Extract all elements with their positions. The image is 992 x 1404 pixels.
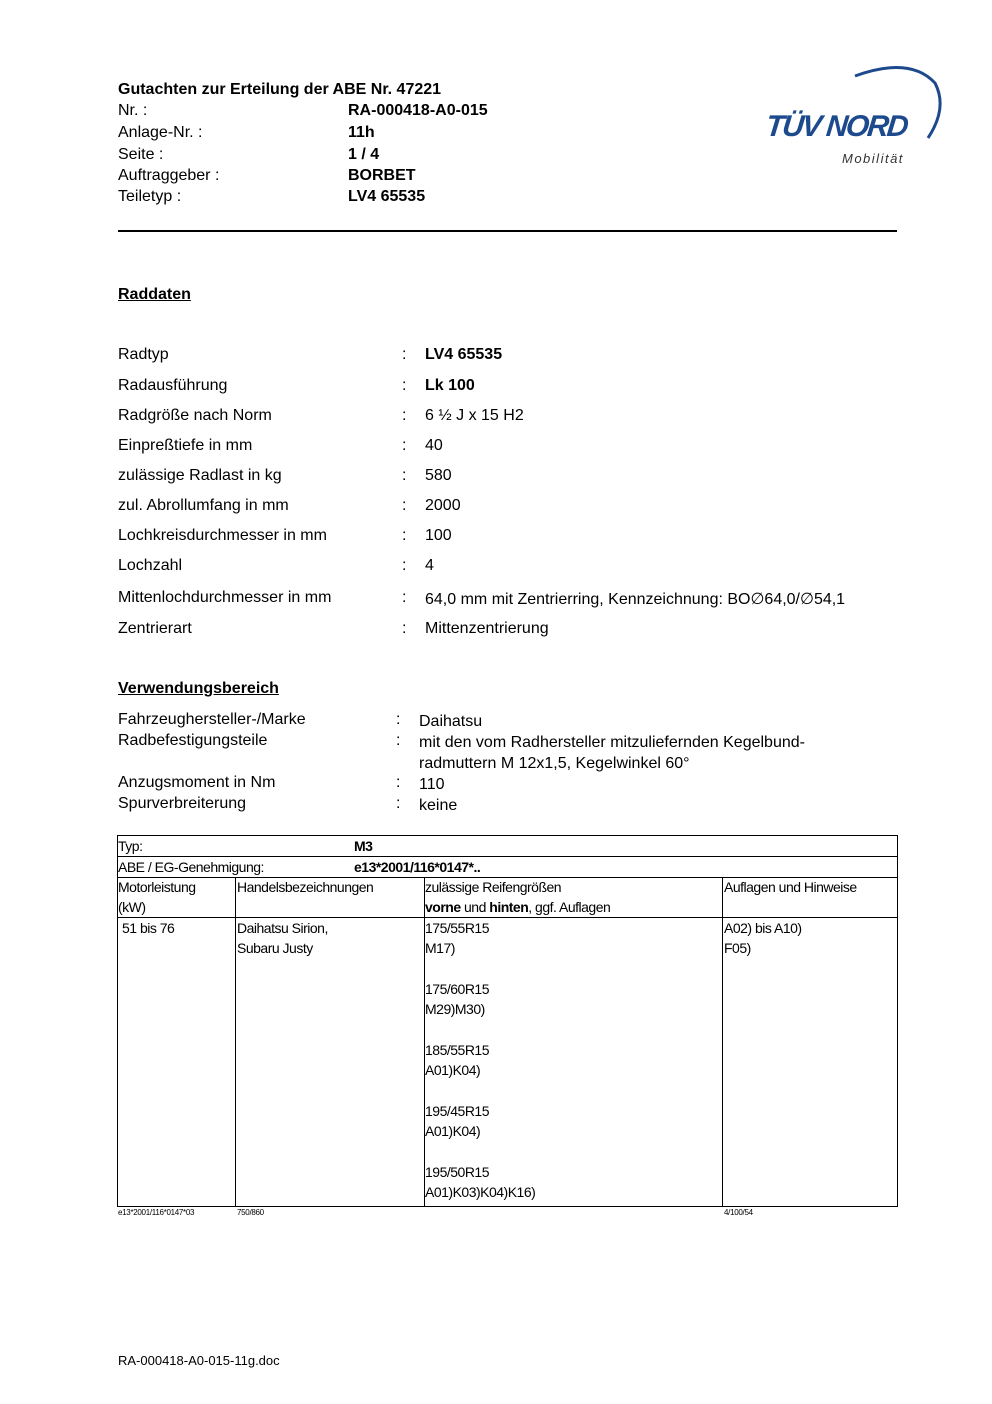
verwendung-label: Anzugsmoment in Nm [118, 774, 276, 791]
raddaten-label: Lochzahl [118, 557, 183, 574]
raddaten-value: 100 [425, 527, 452, 544]
header-hinten: hinten [489, 899, 529, 915]
header-divider [118, 230, 897, 232]
header-row-auftraggeber [118, 167, 618, 188]
header-value: RA-000418-A0-015 [348, 102, 488, 119]
verwendung-label: Radbefestigungsteile [118, 732, 268, 749]
header-und: und [460, 899, 490, 915]
raddaten-value: 4 [425, 557, 434, 574]
raddaten-label: Mittenlochdurchmesser in mm [118, 589, 332, 606]
colon: : [402, 377, 407, 394]
logo-subtitle: Mobilität [842, 151, 904, 166]
colon: : [402, 346, 407, 363]
raddaten-label: zul. Abrollumfang in mm [118, 497, 289, 514]
col-header-reifen [425, 877, 610, 917]
verwendung-value: 110 [419, 776, 445, 793]
colon: : [402, 467, 407, 484]
cell-auflagen [724, 918, 802, 958]
raddaten-value: 64,0 mm mit Zentrierring, Kennzeichnung: BO∅64,0/∅54,1 [425, 591, 846, 608]
header-value: 11h [348, 124, 375, 141]
document-title: Gutachten zur Erteilung der ABE Nr. 47221 [118, 81, 442, 98]
reifen-size: 195/45R15 [425, 1103, 490, 1119]
section-heading-verwendungsbereich: Verwendungsbereich [118, 680, 279, 697]
header-auflagen-suffix: , ggf. Auflagen [528, 899, 611, 915]
header-value: 1 / 4 [348, 146, 380, 163]
raddaten-value: LV4 65535 [425, 346, 503, 363]
typ-value: M3 [354, 838, 373, 854]
raddaten-label: Radtyp [118, 346, 169, 363]
colon: : [402, 557, 407, 574]
header-label: Nr. : [118, 102, 148, 119]
small-note: e13*2001/116*0147*03 [118, 1208, 195, 1217]
raddaten-row [118, 467, 918, 489]
verwendung-label: Fahrzeughersteller-/Marke [118, 711, 306, 728]
raddaten-value: 580 [425, 467, 452, 484]
header-label: Seite : [118, 146, 164, 163]
header-row-seite [118, 146, 618, 167]
verwendung-value: keine [419, 797, 458, 814]
colon: : [402, 497, 407, 514]
table-rule [235, 877, 236, 1207]
header-label: Anlage-Nr. : [118, 124, 203, 141]
header-line [425, 897, 610, 917]
header-row-teiletyp [118, 188, 618, 209]
raddaten-label: Radausführung [118, 377, 228, 394]
section-heading-raddaten: Raddaten [118, 286, 191, 303]
reifen-notes: M29)M30) [425, 1001, 485, 1017]
small-note: 750/860 [237, 1208, 264, 1217]
header-label: Auftraggeber : [118, 167, 220, 184]
raddaten-value: Lk 100 [425, 377, 475, 394]
abe-value: e13*2001/116*0147*.. [354, 859, 481, 875]
verwendung-value: mit den vom Radhersteller mitzuliefernden Kegelbund-radmuttern M 12x1,5, Kegelwinkel 60° [419, 734, 805, 772]
col-header-motor [118, 877, 196, 917]
col-header-auflagen: Auflagen und Hinweise [724, 879, 857, 895]
raddaten-value: 40 [425, 437, 443, 454]
reifen-size: 175/60R15 [425, 981, 490, 997]
header-value: LV4 65535 [348, 188, 426, 205]
table-border [117, 835, 898, 836]
colon: : [402, 589, 407, 606]
colon: : [402, 527, 407, 544]
header-row-anlage [118, 124, 618, 145]
raddaten-row [118, 589, 918, 611]
cell-motor: 51 bis 76 [122, 920, 175, 936]
footer-filename: RA-000418-A0-015-11g.doc [118, 1353, 280, 1368]
colon: : [396, 795, 401, 812]
handel-line: Daihatsu Sirion, [237, 920, 328, 936]
raddaten-row [118, 497, 918, 519]
reifen-notes: A01)K04) [425, 1062, 481, 1078]
colon: : [402, 620, 407, 637]
col-header-handel: Handelsbezeichnungen [237, 879, 374, 895]
raddaten-label: Einpreßtiefe in mm [118, 437, 253, 454]
raddaten-row [118, 407, 918, 429]
raddaten-label: Lochkreisdurchmesser in mm [118, 527, 327, 544]
header-vorne: vorne [425, 899, 461, 915]
reifen-notes: M17) [425, 940, 455, 956]
reifen-size: 175/55R15 [425, 920, 490, 936]
cell-reifen [425, 918, 535, 1202]
tuv-nord-logo [760, 58, 945, 173]
abe-label: ABE / EG-Genehmigung: [118, 859, 264, 875]
reifen-notes: A01)K03)K04)K16) [425, 1184, 536, 1200]
logo-brand: TÜV NORD [764, 110, 909, 143]
raddaten-row [118, 346, 918, 368]
reifen-size: 185/55R15 [425, 1042, 490, 1058]
raddaten-row [118, 557, 918, 579]
verwendung-label: Spurverbreiterung [118, 795, 247, 812]
header-label: Teiletyp : [118, 188, 182, 205]
header-line: (kW) [118, 899, 146, 915]
raddaten-row [118, 527, 918, 549]
raddaten-value: 6 ½ J x 15 H2 [425, 407, 524, 424]
verwendung-value: Daihatsu [419, 713, 483, 730]
table-rule [722, 877, 723, 1207]
header-value: BORBET [348, 167, 416, 184]
table-border [897, 835, 898, 1207]
raddaten-row [118, 437, 918, 459]
header-row-nr [118, 102, 618, 123]
raddaten-value: 2000 [425, 497, 461, 514]
raddaten-label: Zentrierart [118, 620, 192, 637]
auflagen-line: A02) bis A10) [724, 920, 802, 936]
vehicle-table [117, 835, 898, 1217]
colon: : [396, 711, 401, 728]
typ-label: Typ: [118, 838, 143, 854]
raddaten-value: Mittenzentrierung [425, 620, 549, 637]
cell-handel [237, 918, 328, 958]
reifen-notes: A01)K04) [425, 1123, 481, 1139]
raddaten-label: Radgröße nach Norm [118, 407, 272, 424]
colon: : [396, 774, 401, 791]
reifen-size: 195/50R15 [425, 1164, 490, 1180]
header-line: Motorleistung [118, 879, 196, 895]
auflagen-line: F05) [724, 940, 751, 956]
colon: : [396, 732, 401, 749]
raddaten-row [118, 377, 918, 399]
raddaten-row [118, 620, 918, 642]
colon: : [402, 437, 407, 454]
colon: : [402, 407, 407, 424]
header-line: zulässige Reifengrößen [425, 879, 562, 895]
small-note: 4/100/54 [724, 1208, 753, 1217]
handel-line: Subaru Justy [237, 940, 313, 956]
raddaten-label: zulässige Radlast in kg [118, 467, 282, 484]
